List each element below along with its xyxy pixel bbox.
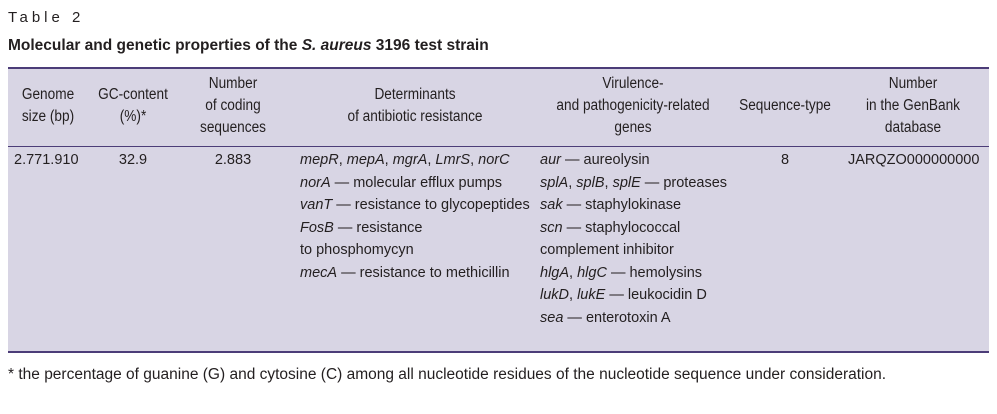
gene-name: norA xyxy=(300,174,331,191)
header-line: of coding xyxy=(205,97,261,114)
header-coding-sequences xyxy=(185,73,282,139)
gene-description: — proteases xyxy=(640,174,728,191)
gene-name: vanT xyxy=(300,197,333,213)
gene-name: norC xyxy=(478,152,510,168)
gene-line xyxy=(300,217,530,240)
cell-sequence-type: 8 xyxy=(780,152,790,168)
header-line: Virulence- xyxy=(602,75,664,92)
title-suffix: 3196 test strain xyxy=(371,37,489,54)
header-line: of antibiotic resistance xyxy=(347,108,483,125)
gene-line xyxy=(300,239,530,262)
gene-name: splB xyxy=(576,174,605,191)
cell-genome-size: 2.771.910 xyxy=(14,152,79,168)
header-line: Sequence-type xyxy=(739,97,831,114)
gene-line: splA, splB, splE — proteases xyxy=(540,174,728,191)
gene-description: — aureolysin xyxy=(560,152,650,168)
gene-name: mecA xyxy=(300,264,338,281)
gene-name: sak xyxy=(540,197,563,213)
gene-name: lukE xyxy=(577,287,606,303)
cell-coding-sequences: 2.883 xyxy=(214,152,252,168)
gene-description: — leukocidin D xyxy=(605,287,707,303)
gene-name: mgrA xyxy=(392,152,428,168)
gene-name: splA xyxy=(540,174,569,191)
header-line: Number xyxy=(208,75,258,92)
gene-line xyxy=(540,239,727,262)
gene-line xyxy=(540,149,727,172)
gene-description: — enterotoxin A xyxy=(563,309,671,326)
table-title xyxy=(8,37,489,55)
header-line: size (bp) xyxy=(21,108,75,125)
header-line: Determinants xyxy=(374,86,456,103)
header-gc-content xyxy=(93,84,172,128)
gene-line xyxy=(540,217,727,240)
header-line: (%)* xyxy=(119,108,147,125)
header-line: Genome xyxy=(21,86,75,103)
gene-description: to phosphomycyn xyxy=(300,242,414,258)
gene-line xyxy=(540,194,727,217)
header-line: and pathogenicity-related xyxy=(556,97,710,114)
gene-line xyxy=(300,194,530,217)
title-species: S. aureus xyxy=(301,37,372,54)
gene-name: mepA xyxy=(346,152,385,168)
cell-resistance xyxy=(300,149,530,284)
gene-description: — resistance to glycopeptides xyxy=(332,197,530,213)
gene-description: — hemolysins xyxy=(606,264,703,281)
header-resistance xyxy=(312,84,518,128)
gene-name: mepR xyxy=(300,152,339,168)
gene-description: — molecular efflux pumps xyxy=(330,174,503,191)
header-genbank xyxy=(856,73,970,139)
header-genome-size xyxy=(13,84,83,128)
footnote: * the percentage of guanine (G) and cytosine (C) among all nucleotide residues of the nucleotide sequence under consideration. xyxy=(8,366,887,383)
table-label: Table 2 xyxy=(8,9,85,26)
header-line: GC-content xyxy=(98,86,168,103)
cell-genbank: JARQZO000000000 xyxy=(848,152,980,168)
gene-description: — resistance xyxy=(333,219,423,236)
header-line: database xyxy=(884,119,942,136)
gene-name: splE xyxy=(612,174,641,191)
cell-gc-content: 32.9 xyxy=(118,152,148,168)
header-virulence xyxy=(549,73,716,139)
gene-line xyxy=(300,262,530,285)
header-line: genes xyxy=(614,119,652,136)
gene-name: scn xyxy=(540,219,563,236)
gene-description: — resistance to methicillin xyxy=(337,264,510,281)
cell-virulence xyxy=(540,149,727,329)
header-line: Number xyxy=(888,75,938,92)
gene-description: complement inhibitor xyxy=(540,242,674,258)
gene-name: FosB xyxy=(300,219,334,236)
gene-line xyxy=(540,307,727,330)
gene-description: — staphylokinase xyxy=(562,197,682,213)
header-line: sequences xyxy=(200,119,266,136)
gene-line: mepR, mepA, mgrA, LmrS, norC xyxy=(300,152,510,168)
gene-line: lukD, lukE — leukocidin D xyxy=(540,287,707,303)
gene-line: hlgA, hlgC — hemolysins xyxy=(540,264,703,281)
header-sequence-type xyxy=(737,95,834,117)
gene-name: LmrS xyxy=(435,152,471,168)
header-line: in the GenBank xyxy=(865,97,961,114)
header-divider xyxy=(8,146,989,147)
gene-name: hlgA xyxy=(540,264,570,281)
properties-table xyxy=(8,67,989,353)
title-prefix: Molecular and genetic properties of the xyxy=(8,37,302,54)
gene-line xyxy=(300,172,530,195)
gene-name: lukD xyxy=(540,287,570,303)
gene-name: aur xyxy=(540,152,561,168)
gene-name: sea xyxy=(540,309,564,326)
gene-description: — staphylococcal xyxy=(562,219,681,236)
gene-name: hlgC xyxy=(577,264,607,281)
